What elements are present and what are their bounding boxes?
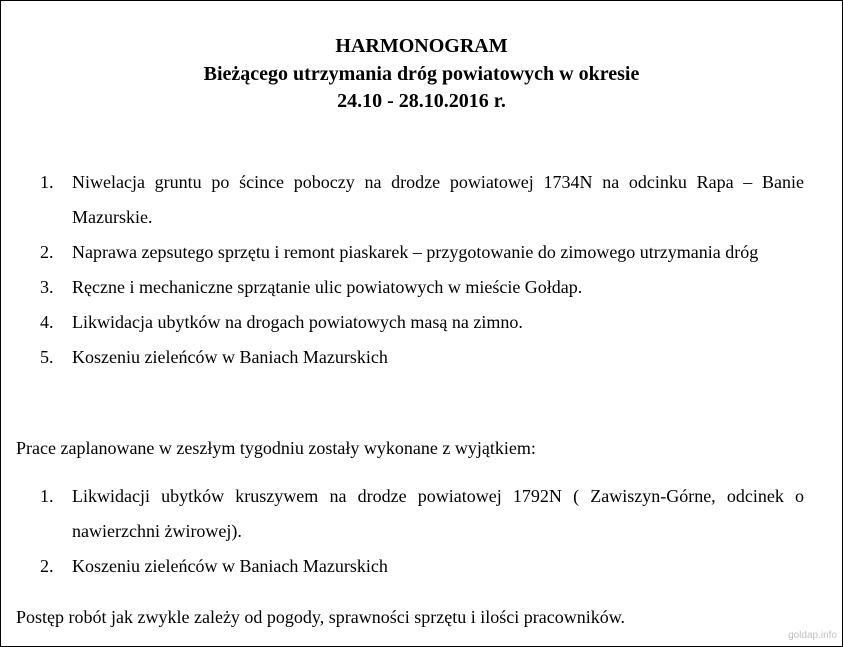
title-date-range: 24.10 - 28.10.2016 r. (337, 90, 506, 112)
list-item-text: Koszeniu zieleńców w Baniach Mazurskich (72, 347, 388, 367)
list-item-number: 3. (40, 277, 54, 297)
closing-note-text: Postęp robót jak zwykle zależy od pogody, sprawności sprzętu i ilości pracowników. (16, 607, 626, 627)
list-item-text: Niwelacja gruntu po ścince poboczy na drodze powiatowej 1734N na odcinku Rapa – Banie Mazurskie. (72, 172, 804, 227)
list-item-text: Likwidacja ubytków na drogach powiatowych masą na zimno. (72, 312, 523, 332)
list-item (0, 235, 843, 270)
list-item-number: 5. (40, 347, 54, 367)
document-title (0, 33, 843, 116)
exceptions-list (0, 479, 843, 584)
list-item (0, 305, 843, 340)
list-item (0, 340, 843, 375)
list-item (0, 165, 843, 235)
list-item-number: 2. (40, 242, 54, 262)
list-item-text: Ręczne i mechaniczne sprzątanie ulic powiatowych w mieście Gołdap. (72, 277, 583, 297)
title-heading: HARMONOGRAM (335, 35, 508, 57)
list-item-number: 2. (40, 556, 54, 576)
title-subject: Bieżącego utrzymania dróg powiatowych w okresie (203, 62, 640, 85)
list-item-number: 4. (40, 312, 54, 332)
completed-intro-text: Prace zaplanowane w zeszłym tygodniu zostały wykonane z wyjątkiem: (16, 438, 536, 458)
list-item-text: Likwidacji ubytków kruszywem na drodze powiatowej 1792N ( Zawiszyn-Górne, odcinek o nawierzchni żwirowej). (72, 486, 804, 541)
list-item-text: Naprawa zepsutego sprzętu i remont piaskarek – przygotowanie do zimowego utrzymania dróg (72, 242, 759, 262)
list-item-number: 1. (40, 172, 54, 192)
list-item-number: 1. (40, 486, 54, 506)
list-item (0, 479, 843, 549)
list-item (0, 270, 843, 305)
list-item-text: Koszeniu zieleńców w Baniach Mazurskich (72, 556, 388, 576)
planned-works-list (0, 165, 843, 375)
watermark: goldap.info (788, 630, 837, 641)
list-item (0, 549, 843, 584)
